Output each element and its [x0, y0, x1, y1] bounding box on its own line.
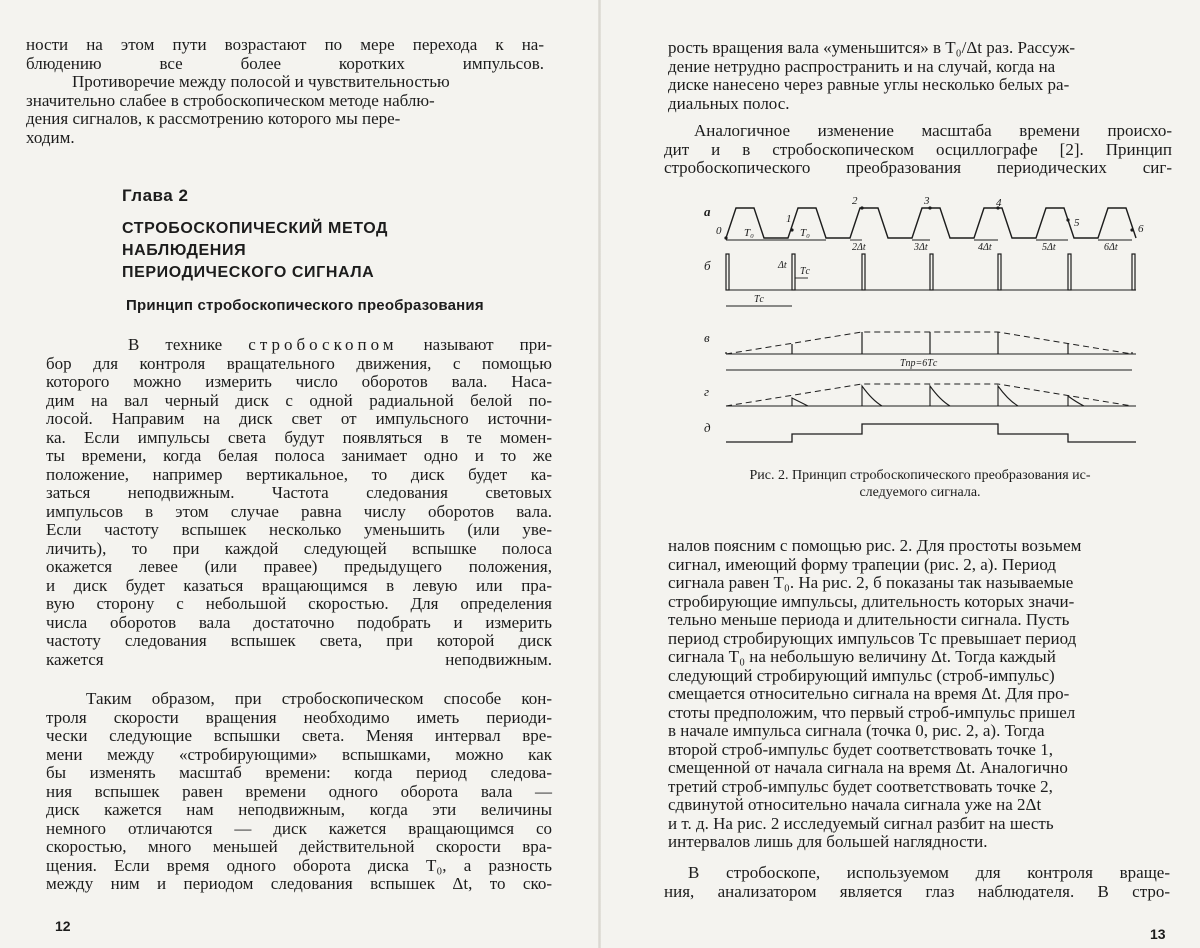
point-label-4: 4	[996, 197, 1002, 209]
sample-point-5	[1066, 218, 1069, 221]
figure-caption: Рис. 2. Принцип стробоскопического преобразования ис- следуемого сигнала.	[749, 468, 1091, 500]
sample-point-2	[860, 206, 863, 209]
point-label-2: 2	[852, 196, 858, 207]
term-stroboscope: стробоскопом	[248, 335, 398, 354]
page-number-left: 12	[55, 918, 71, 934]
t0-label-2: T₀	[800, 227, 810, 239]
row-label-a: а	[704, 204, 711, 219]
sample-point-1	[790, 228, 793, 231]
hold-envelope	[726, 384, 1132, 406]
paragraph-stroboscope-definition	[46, 336, 552, 669]
row-label-g: г	[704, 384, 710, 399]
tc-label-short: Tс	[800, 266, 810, 277]
paragraph-contradiction: Противоречие между полосой и чувствительностью значительно слабее в стробоскопическом методе наблю- дения сигналов, к рассмотрению которого мы пере- ходим.	[26, 72, 450, 147]
delay-label-6: 6Δt	[1104, 242, 1118, 253]
row-label-d: д	[704, 420, 711, 435]
t0-label-1: T₀	[744, 227, 754, 239]
point-label-1: 1	[786, 213, 792, 225]
dt-label: Δt	[778, 260, 787, 271]
paragraph-rotation-speed: рость вращения вала «уменьшится» в T₀/Δt раз. Рассуж- дение нетрудно распространить и на случай, когда на диске нанесено через равные углы несколько белых ра- диальных полос.	[668, 38, 1076, 113]
tc-label-long: Tс	[754, 294, 764, 305]
point-label-3: 3	[924, 196, 930, 207]
paragraph-oscillograph: Аналогичное изменение масштаба времени происхо- дит и в стробоскопическом осциллографе [2]. Принцип стробоскопического преобразования периодических сиг-	[664, 121, 1172, 177]
paragraph-body: называют при- бор для контроля вращательного движения, с помощью которого можно измерить число оборотов вала. Наса- дим на вал черный диск с одной радиальной белой по- лосой. Направим на диск свет от импульсного источни- ка. Если импульсы света будут появляться в те момен- ты времени, когда белая полоса занимает одно и то же положение, например вертикальное, то диск будет ка- заться неподвижным. Частота следования световых импульсов в этом случае равна числу оборотов вала. Если частоту вспышек несколько уменьшить (или уве- личить), то при каждой следующей вспышке полоса окажется левее (или правее) предыдущего положения, и диск будет казаться вращающимся в левую или пра- вую сторону с небольшой скоростью. Для определения числа оборотов вала достаточно подобрать и измерить частоту следования вспышек света, при которой диск кажется неподвижным.	[46, 335, 553, 669]
chapter-title: СТРОБОСКОПИЧЕСКИЙ МЕТОД НАБЛЮДЕНИЯ ПЕРИОДИЧЕСКОГО СИГНАЛА	[122, 220, 389, 281]
point-label-6: 6	[1138, 223, 1144, 235]
row-label-v: в	[704, 330, 710, 345]
delay-label-2: 2Δt	[852, 242, 866, 253]
point-label-5: 5	[1074, 217, 1080, 229]
sampled-envelope	[726, 332, 1132, 354]
delay-label-3: 3Δt	[914, 242, 928, 253]
paragraph-time-scale: Таким образом, при стробоскопическом способе кон- троля скорости вращения необходимо иметь периоди- чески следующие вспышки света. Меняя интервал вре- мени между «стробирующими» вспышками, можно как бы изменять масштаб времени: когда период следова- ния вспышек равен времени одного оборота вала — диск кажется нам неподвижным, когда эти величины немного отличаются — диск кажется вращающимся со скоростью, много меньшей действительной скорости вра- щения. Если время одного оборота диска T₀, а разность между ним и периодом следования вспышек Δt, то ско-	[46, 689, 552, 893]
section-title: Принцип стробоскопического преобразования	[126, 297, 484, 314]
page-number-right: 13	[1150, 926, 1166, 942]
delay-label-5: 5Δt	[1042, 242, 1056, 253]
tpr-label: Tпр=6Tс	[900, 358, 938, 369]
delay-label-4: 4Δt	[978, 242, 992, 253]
strobe-pulses	[726, 254, 1135, 290]
sample-point-0	[724, 236, 727, 239]
paragraph-figure-explanation: налов поясним с помощью рис. 2. Для простоты возьмем сигнал, имеющий форму трапеции (рис. 2, а). Период сигнала равен T₀. На рис. 2, б показаны так называемые стробирующие импульсы, длительность которых значи- тельно меньше периода и длительности сигнала. Пусть период стробирующих импульсов Tс превышает период сигнала T₀ на небольшую величину Δt. Тогда каждый следующий стробирующий импульс (строб-импульс) смещается относительно сигнала на время Δt. Для про- стоты предположим, что первый строб-импульс пришел в начале импульса сигнала (точка 0, рис. 2, а). Тогда второй строб-импульс будет соответствовать точке 1, смещенной от начала сигнала на время Δt. Аналогично третий строб-импульс будет соответствовать точке 2, сдвинутой относительно начала сигнала уже на 2Δt и т. д. На рис. 2 исследуемый сигнал разбит на шесть интервалов лишь для большей наглядности.	[668, 536, 1082, 851]
paragraph-lead: В технике	[128, 335, 249, 354]
stepped-output	[726, 424, 1136, 442]
sample-point-6	[1130, 228, 1133, 231]
chapter-number: Глава 2	[122, 186, 189, 205]
figure-2	[696, 196, 1146, 460]
paragraph-continuation: ности на этом пути возрастают по мере перехода к на- блюдению все более коротких импульсов.	[26, 35, 544, 73]
row-label-b: б	[704, 258, 711, 273]
paragraph-stroboscope-eye: В стробоскопе, используемом для контроля враще- ния, анализатором является глаз наблюдателя. В стро-	[664, 863, 1170, 901]
point-label-0: 0	[716, 225, 722, 237]
